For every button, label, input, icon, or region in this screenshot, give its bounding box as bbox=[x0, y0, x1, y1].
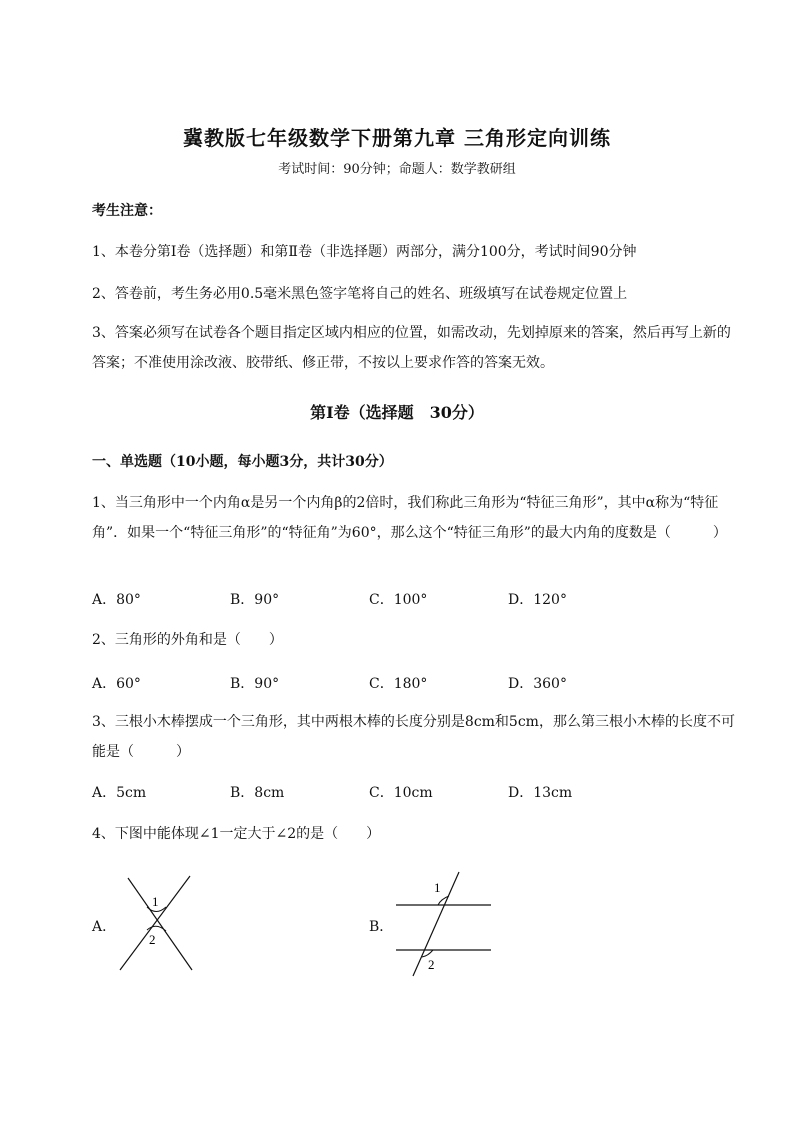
q3-option-b[interactable]: B．8cm bbox=[230, 785, 285, 801]
figure-b-angle-1-label: 1 bbox=[434, 880, 441, 895]
figure-a-line-1 bbox=[128, 878, 192, 970]
note-item-3: 3、答案必须写在试卷各个题目指定区域内相应的位置，如需改动，先划掉原来的答案，然后再写上新的答案；不准使用涂改液、胶带纸、修正带，不按以上要求作答的答案无效。 bbox=[92, 325, 731, 371]
q2-option-d[interactable]: D．360° bbox=[508, 676, 567, 692]
q4-option-a-label[interactable]: A． bbox=[92, 919, 117, 935]
figure-a-angle-2-label: 2 bbox=[149, 932, 156, 947]
question-4-text: 4、下图中能体现∠1一定大于∠2的是（ ） bbox=[92, 826, 381, 842]
note-item-1: 1、本卷分第Ⅰ卷（选择题）和第Ⅱ卷（非选择题）两部分，满分100分，考试时间90分钟 bbox=[92, 244, 637, 260]
figure-b-angle-2-label: 2 bbox=[428, 957, 435, 972]
q4-option-b-label[interactable]: B． bbox=[369, 919, 394, 935]
part1-title: 第Ⅰ卷（选择题 30分） bbox=[310, 403, 484, 422]
figure-a-line-2 bbox=[120, 876, 190, 970]
question-2-text: 2、三角形的外角和是（ ） bbox=[92, 632, 283, 648]
q3-option-d[interactable]: D．13cm bbox=[508, 785, 573, 801]
q2-option-a[interactable]: A．60° bbox=[92, 676, 141, 692]
q1-option-d[interactable]: D．120° bbox=[508, 592, 567, 608]
question-3-text: 3、三根小木棒摆成一个三角形，其中两根木棒的长度分别是8cm和5cm，那么第三根小木棒的长度不可能是（ ） bbox=[92, 714, 735, 760]
exam-info: 考试时间：90分钟；命题人：数学教研组 bbox=[278, 162, 516, 177]
q2-option-c[interactable]: C．180° bbox=[369, 676, 428, 692]
q4-figure-b bbox=[393, 868, 498, 980]
q1-option-a[interactable]: A．80° bbox=[92, 592, 141, 608]
q1-option-c[interactable]: C．100° bbox=[369, 592, 428, 608]
note-item-2: 2、答卷前，考生务必用0.5毫米黑色签字笔将自己的姓名、班级填写在试卷规定位置上 bbox=[92, 286, 628, 302]
notes-heading: 考生注意： bbox=[92, 203, 162, 219]
q3-option-c[interactable]: C．10cm bbox=[369, 785, 433, 801]
q3-option-a[interactable]: A．5cm bbox=[92, 785, 147, 801]
page-title: 冀教版七年级数学下册第九章 三角形定向训练 bbox=[183, 126, 611, 150]
question-1-text: 1、当三角形中一个内角α是另一个内角β的2倍时，我们称此三角形为“特征三角形”，其中α称为“特征角”．如果一个“特征三角形”的“特征角”为60°，那么这个“特征三角形”的最大内角的度数是（ ） bbox=[92, 495, 727, 541]
figure-a-angle-1-label: 1 bbox=[152, 894, 159, 909]
q4-figure-a bbox=[110, 870, 200, 975]
q2-option-b[interactable]: B．90° bbox=[230, 676, 280, 692]
section-heading: 一、单选题（10小题，每小题3分，共计30分） bbox=[92, 454, 393, 470]
q1-option-b[interactable]: B．90° bbox=[230, 592, 280, 608]
